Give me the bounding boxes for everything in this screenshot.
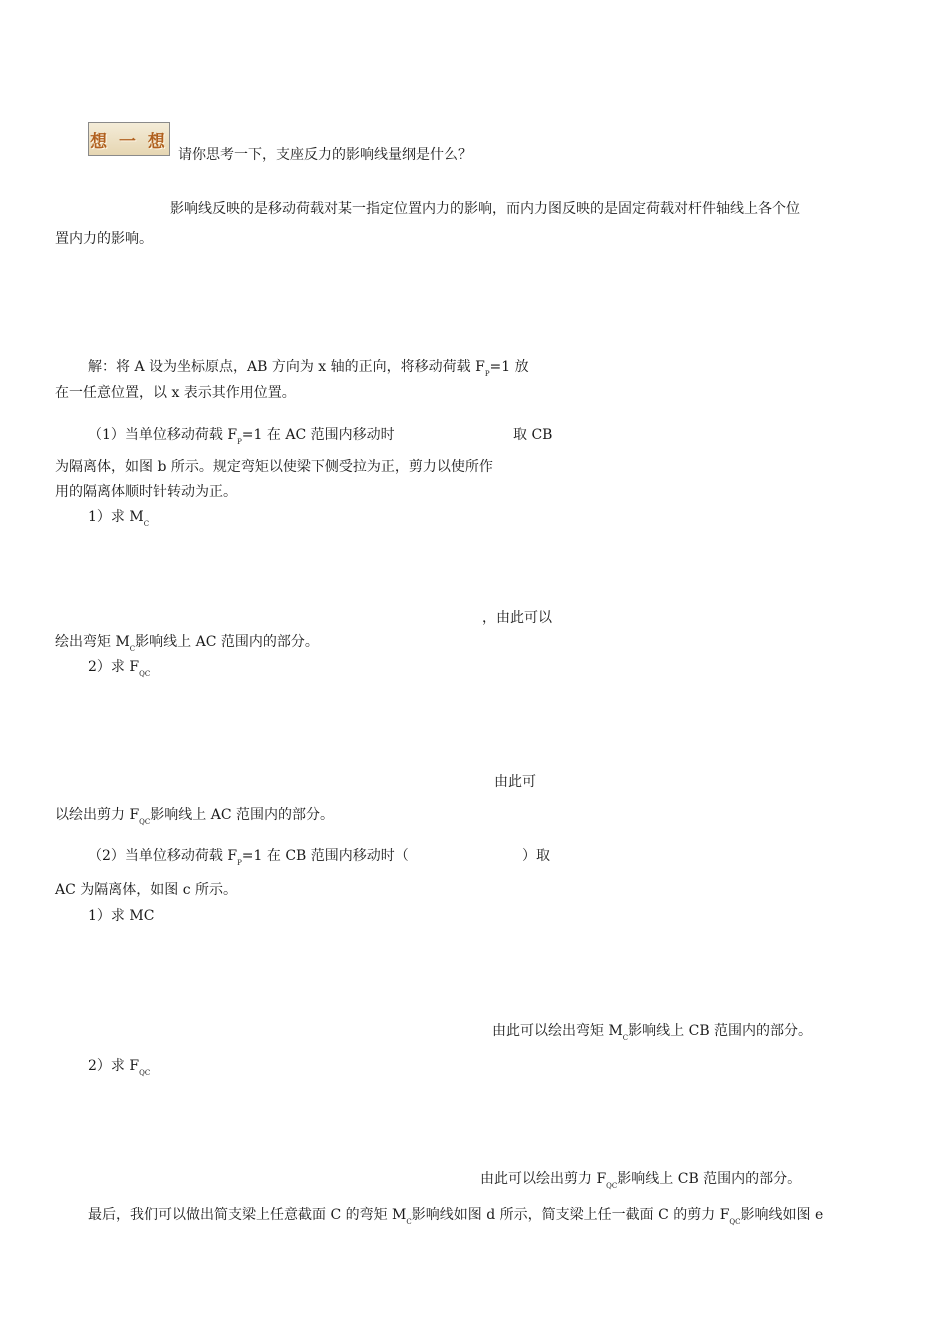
- case1-line-3: 用的隔离体顺时针转动为正。: [55, 484, 237, 500]
- case1-heading-tail: 取 CB: [513, 427, 553, 443]
- case2-step1-result: 由此可以绘出弯矩 $M_C$影响线上 CB 范围内的部分。: [492, 1023, 813, 1042]
- solution-intro: 解：将 A 设为坐标原点，AB 方向为 x 轴的正向，将移动荷载 $F_P=1$ 放: [88, 359, 529, 378]
- case1-step1-label: 1）求 $M_C$: [88, 509, 150, 528]
- case2-step2-result: 由此可以绘出剪力 $F_{QC}$影响线上 CB 范围内的部分。: [480, 1171, 802, 1190]
- case1-step1-result: ，由此可以: [482, 610, 552, 626]
- case2-line-2: AC 为隔离体，如图 c 所示。: [55, 882, 238, 898]
- think-badge-label: 想 一 想: [90, 131, 168, 152]
- case2-step2-label: 2）求 $F_{QC}$: [88, 1058, 151, 1077]
- case1-line-2: 为隔离体，如图 b 所示。规定弯矩以使梁下侧受拉为正，剪力以使所作: [55, 459, 493, 475]
- case2-step1-label: 1）求 MC: [88, 908, 155, 924]
- case2-heading-tail: ）取: [522, 848, 550, 864]
- think-badge: [88, 122, 170, 156]
- answer-line-1: 影响线反映的是移动荷载对某一指定位置内力的影响，而内力图反映的是固定荷载对杆件轴线上各个位: [170, 201, 800, 217]
- answer-line-2: 置内力的影响。: [55, 231, 153, 247]
- case1-heading: （1）当单位移动荷载 $F_P=1$ 在 AC 范围内移动时: [88, 427, 395, 446]
- case1-step2-result: 由此可: [494, 774, 536, 790]
- case1-step2-label: 2）求 $F_{QC}$: [88, 659, 151, 678]
- case1-step1-conclusion: 绘出弯矩 $M_C$影响线上 AC 范围内的部分。: [55, 634, 319, 653]
- solution-intro-line-2: 在一任意位置，以 x 表示其作用位置。: [55, 385, 296, 401]
- case2-heading: （2）当单位移动荷载 $F_P=1$ 在 CB 范围内移动时（: [88, 848, 409, 867]
- final-paragraph: 最后，我们可以做出简支梁上任意截面 C 的弯矩 $M_C$影响线如图 d 所示，简支梁上任一截面 C 的剪力 $F_{QC}$影响线如图 e: [88, 1207, 824, 1226]
- case1-step2-conclusion: 以绘出剪力 $F_{QC}$影响线上 AC 范围内的部分。: [55, 807, 335, 826]
- question-text: 请你思考一下，支座反力的影响线量纲是什么？: [178, 147, 472, 163]
